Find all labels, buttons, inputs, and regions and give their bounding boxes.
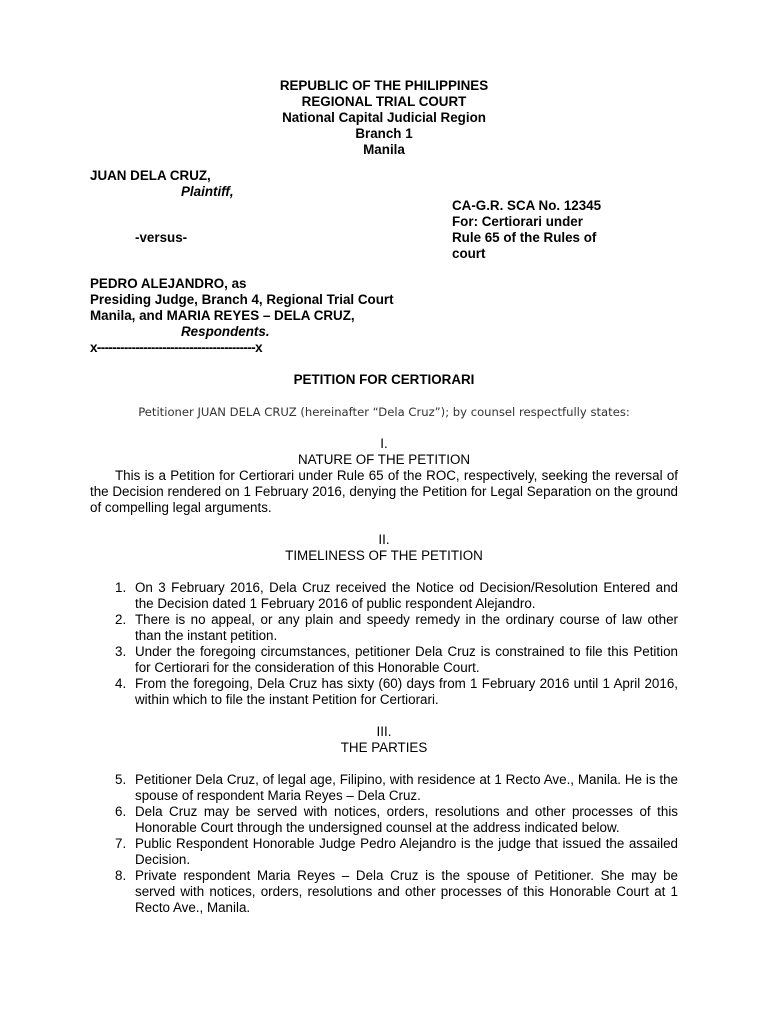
section-1-heading: NATURE OF THE PETITION: [297, 452, 471, 467]
respondent-line3: Manila, and MARIA REYES – DELA CRUZ,: [90, 308, 355, 323]
list-item-text: On 3 February 2016, Dela Cruz received the Notice od Decision/Resolution Entered and the Decision dated 1 February 2016 of public respondent Alejandro.: [135, 580, 678, 611]
list-item-number: 4.: [115, 676, 127, 691]
header-city: Manila: [363, 142, 405, 157]
section-2-numeral: II.: [378, 532, 390, 547]
case-nature-line2: Rule 65 of the Rules of: [452, 230, 597, 245]
plaintiff-role: Plaintiff,: [181, 184, 234, 199]
list-item-text: There is no appeal, or any plain and speedy remedy in the ordinary course of law other than the instant petition.: [135, 612, 678, 643]
caption-separator: x-----------------------------------------x: [90, 340, 262, 355]
respondent-line1: PEDRO ALEJANDRO, as: [90, 276, 247, 291]
section-3-heading: THE PARTIES: [340, 740, 428, 755]
section-3-numeral: III.: [376, 724, 392, 739]
header-region: National Capital Judicial Region: [282, 110, 486, 125]
versus-label: -versus-: [135, 230, 188, 245]
list-item-text: Private respondent Maria Reyes – Dela Cruz is the spouse of Petitioner. She may be served with notices, orders, resolutions and other processes of this Honorable Court at 1 Recto Ave., Manila.: [135, 868, 678, 915]
case-nature-line1: For: Certiorari under: [452, 214, 583, 229]
respondent-role: Respondents.: [181, 324, 270, 339]
petition-title: PETITION FOR CERTIORARI: [293, 372, 475, 387]
section-2-heading: TIMELINESS OF THE PETITION: [285, 548, 483, 563]
header-court: REGIONAL TRIAL COURT: [301, 94, 467, 109]
list-item-number: 6.: [115, 804, 127, 819]
header-republic: REPUBLIC OF THE PHILIPPINES: [279, 78, 489, 93]
list-item-text: Public Respondent Honorable Judge Pedro Alejandro is the judge that issued the assailed Decision.: [135, 836, 678, 867]
list-item-number: 8.: [115, 868, 127, 883]
list-item-text: Under the foregoing circumstances, petitioner Dela Cruz is constrained to file this Petition for Certiorari for the consideration of this Honorable Court.: [135, 644, 678, 675]
list-item-number: 3.: [115, 644, 127, 659]
list-item-text: From the foregoing, Dela Cruz has sixty (60) days from 1 February 2016 until 1 April 2016, within which to file the instant Petition for Certiorari.: [135, 676, 678, 707]
list-item-number: 5.: [115, 772, 127, 787]
list-item-text: Petitioner Dela Cruz, of legal age, Filipino, with residence at 1 Recto Ave., Manila. He is the spouse of respondent Maria Reyes – Dela Cruz.: [135, 772, 678, 803]
list-item-number: 2.: [115, 612, 127, 627]
section-1-body: This is a Petition for Certiorari under Rule 65 of the ROC, respectively, seeking the reversal of the Decision rendered on 1 February 2016, denying the Petition for Legal Separation on the ground of compelling legal arguments.: [90, 468, 678, 515]
list-item-text: Dela Cruz may be served with notices, orders, resolutions and other processes of this Honorable Court through the undersigned counsel at the address indicated below.: [135, 804, 678, 835]
list-item-number: 7.: [115, 836, 127, 851]
plaintiff-name: JUAN DELA CRUZ,: [90, 168, 211, 183]
petition-intro: Petitioner JUAN DELA CRUZ (hereinafter “Dela Cruz”); by counsel respectfully states:: [138, 405, 630, 419]
case-nature-line3: court: [452, 246, 486, 261]
section-1-numeral: I.: [380, 436, 388, 451]
list-item-number: 1.: [115, 580, 127, 595]
case-number: CA-G.R. SCA No. 12345: [452, 198, 602, 213]
header-branch: Branch 1: [355, 126, 413, 141]
respondent-line2: Presiding Judge, Branch 4, Regional Trial Court: [90, 292, 394, 307]
